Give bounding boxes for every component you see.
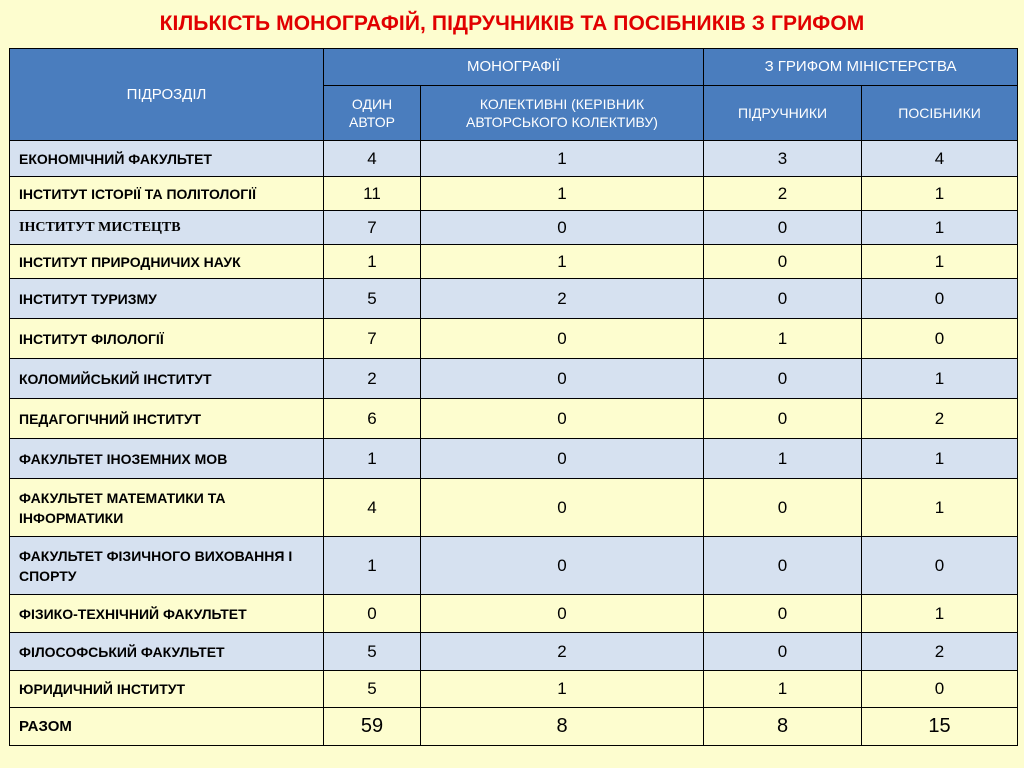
- unit-name-cell: ЮРИДИЧНИЙ ІНСТИТУТ: [10, 671, 324, 708]
- textbooks-cell: 0: [704, 211, 862, 245]
- collective-cell: 2: [421, 633, 704, 671]
- table-row: [10, 319, 1018, 359]
- table-row: [10, 245, 1018, 279]
- unit-name-cell: ЕКОНОМІЧНИЙ ФАКУЛЬТЕТ: [10, 141, 324, 177]
- textbooks-cell: 0: [704, 595, 862, 633]
- total-label: РАЗОМ: [10, 708, 324, 746]
- collective-cell: 0: [421, 537, 704, 595]
- table-row: [10, 537, 1018, 595]
- manuals-cell: 1: [862, 359, 1018, 399]
- manuals-cell: 1: [862, 211, 1018, 245]
- unit-name-cell: КОЛОМИЙСЬКИЙ ІНСТИТУТ: [10, 359, 324, 399]
- manuals-cell: 2: [862, 399, 1018, 439]
- header-collective: КОЛЕКТИВНІ (КЕРІВНИК АВТОРСЬКОГО КОЛЕКТИВУ): [421, 86, 704, 141]
- manuals-cell: 0: [862, 319, 1018, 359]
- single-author-cell: 0: [324, 595, 421, 633]
- textbooks-cell: 1: [704, 319, 862, 359]
- collective-cell: 0: [421, 595, 704, 633]
- manuals-cell: 0: [862, 537, 1018, 595]
- textbooks-cell: 0: [704, 245, 862, 279]
- textbooks-cell: 2: [704, 177, 862, 211]
- unit-name-cell: ІНСТИТУТ ПРИРОДНИЧИХ НАУК: [10, 245, 324, 279]
- collective-cell: 1: [421, 245, 704, 279]
- single-author-cell: 1: [324, 245, 421, 279]
- page-title: КІЛЬКІСТЬ МОНОГРАФІЙ, ПІДРУЧНИКІВ ТА ПОСІБНИКІВ З ГРИФОМ: [159, 12, 865, 35]
- table-row: [10, 479, 1018, 537]
- header-monographs: МОНОГРАФІЇ: [324, 49, 704, 86]
- collective-cell: 1: [421, 141, 704, 177]
- table-row: [10, 279, 1018, 319]
- collective-cell: 0: [421, 211, 704, 245]
- collective-cell: 0: [421, 479, 704, 537]
- unit-name-cell: ФАКУЛЬТЕТ МАТЕМАТИКИ ТА ІНФОРМАТИКИ: [10, 479, 324, 537]
- table-row: [10, 595, 1018, 633]
- textbooks-cell: 0: [704, 479, 862, 537]
- manuals-cell: 1: [862, 177, 1018, 211]
- collective-cell: 1: [421, 671, 704, 708]
- total-manuals: 15: [862, 708, 1018, 746]
- single-author-cell: 5: [324, 633, 421, 671]
- publications-table: [9, 48, 1018, 746]
- textbooks-cell: 0: [704, 537, 862, 595]
- table-row: [10, 177, 1018, 211]
- single-author-cell: 1: [324, 439, 421, 479]
- unit-name-cell: ФАКУЛЬТЕТ ФІЗИЧНОГО ВИХОВАННЯ І СПОРТУ: [10, 537, 324, 595]
- table-row: [10, 141, 1018, 177]
- single-author-cell: 4: [324, 141, 421, 177]
- total-single-author: 59: [324, 708, 421, 746]
- textbooks-cell: 3: [704, 141, 862, 177]
- table-row: [10, 671, 1018, 708]
- total-row: [10, 708, 1018, 746]
- single-author-cell: 5: [324, 671, 421, 708]
- collective-cell: 2: [421, 279, 704, 319]
- header-ministry: З ГРИФОМ МІНІСТЕРСТВА: [704, 49, 1018, 86]
- unit-name-cell: ІНСТИТУТ ІСТОРІЇ ТА ПОЛІТОЛОГІЇ: [10, 177, 324, 211]
- unit-name-cell: ПЕДАГОГІЧНИЙ ІНСТИТУТ: [10, 399, 324, 439]
- single-author-cell: 11: [324, 177, 421, 211]
- total-textbooks: 8: [704, 708, 862, 746]
- unit-name-cell: ІНСТИТУТ ТУРИЗМУ: [10, 279, 324, 319]
- unit-name-cell: ІНСТИТУТ МИСТЕЦТВ: [10, 211, 324, 245]
- textbooks-cell: 0: [704, 279, 862, 319]
- header-unit: ПІДРОЗДІЛ: [10, 49, 324, 141]
- collective-cell: 0: [421, 319, 704, 359]
- textbooks-cell: 0: [704, 359, 862, 399]
- header-textbooks: ПІДРУЧНИКИ: [704, 86, 862, 141]
- manuals-cell: 0: [862, 279, 1018, 319]
- manuals-cell: 1: [862, 245, 1018, 279]
- single-author-cell: 7: [324, 319, 421, 359]
- single-author-cell: 1: [324, 537, 421, 595]
- single-author-cell: 6: [324, 399, 421, 439]
- textbooks-cell: 0: [704, 399, 862, 439]
- manuals-cell: 1: [862, 479, 1018, 537]
- manuals-cell: 2: [862, 633, 1018, 671]
- header-manuals: ПОСІБНИКИ: [862, 86, 1018, 141]
- textbooks-cell: 1: [704, 439, 862, 479]
- collective-cell: 1: [421, 177, 704, 211]
- textbooks-cell: 0: [704, 633, 862, 671]
- table-row: [10, 211, 1018, 245]
- single-author-cell: 2: [324, 359, 421, 399]
- unit-name-cell: ФАКУЛЬТЕТ ІНОЗЕМНИХ МОВ: [10, 439, 324, 479]
- single-author-cell: 5: [324, 279, 421, 319]
- manuals-cell: 1: [862, 595, 1018, 633]
- manuals-cell: 0: [862, 671, 1018, 708]
- unit-name-cell: ФІЛОСОФСЬКИЙ ФАКУЛЬТЕТ: [10, 633, 324, 671]
- collective-cell: 0: [421, 359, 704, 399]
- table-row: [10, 439, 1018, 479]
- single-author-cell: 4: [324, 479, 421, 537]
- collective-cell: 0: [421, 399, 704, 439]
- manuals-cell: 1: [862, 439, 1018, 479]
- table-row: [10, 399, 1018, 439]
- textbooks-cell: 1: [704, 671, 862, 708]
- manuals-cell: 4: [862, 141, 1018, 177]
- unit-name-cell: ФІЗИКО-ТЕХНІЧНИЙ ФАКУЛЬТЕТ: [10, 595, 324, 633]
- collective-cell: 0: [421, 439, 704, 479]
- table-row: [10, 633, 1018, 671]
- table-row: [10, 359, 1018, 399]
- unit-name-cell: ІНСТИТУТ ФІЛОЛОГІЇ: [10, 319, 324, 359]
- total-collective: 8: [421, 708, 704, 746]
- header-single-author: ОДИН АВТОР: [324, 86, 421, 141]
- single-author-cell: 7: [324, 211, 421, 245]
